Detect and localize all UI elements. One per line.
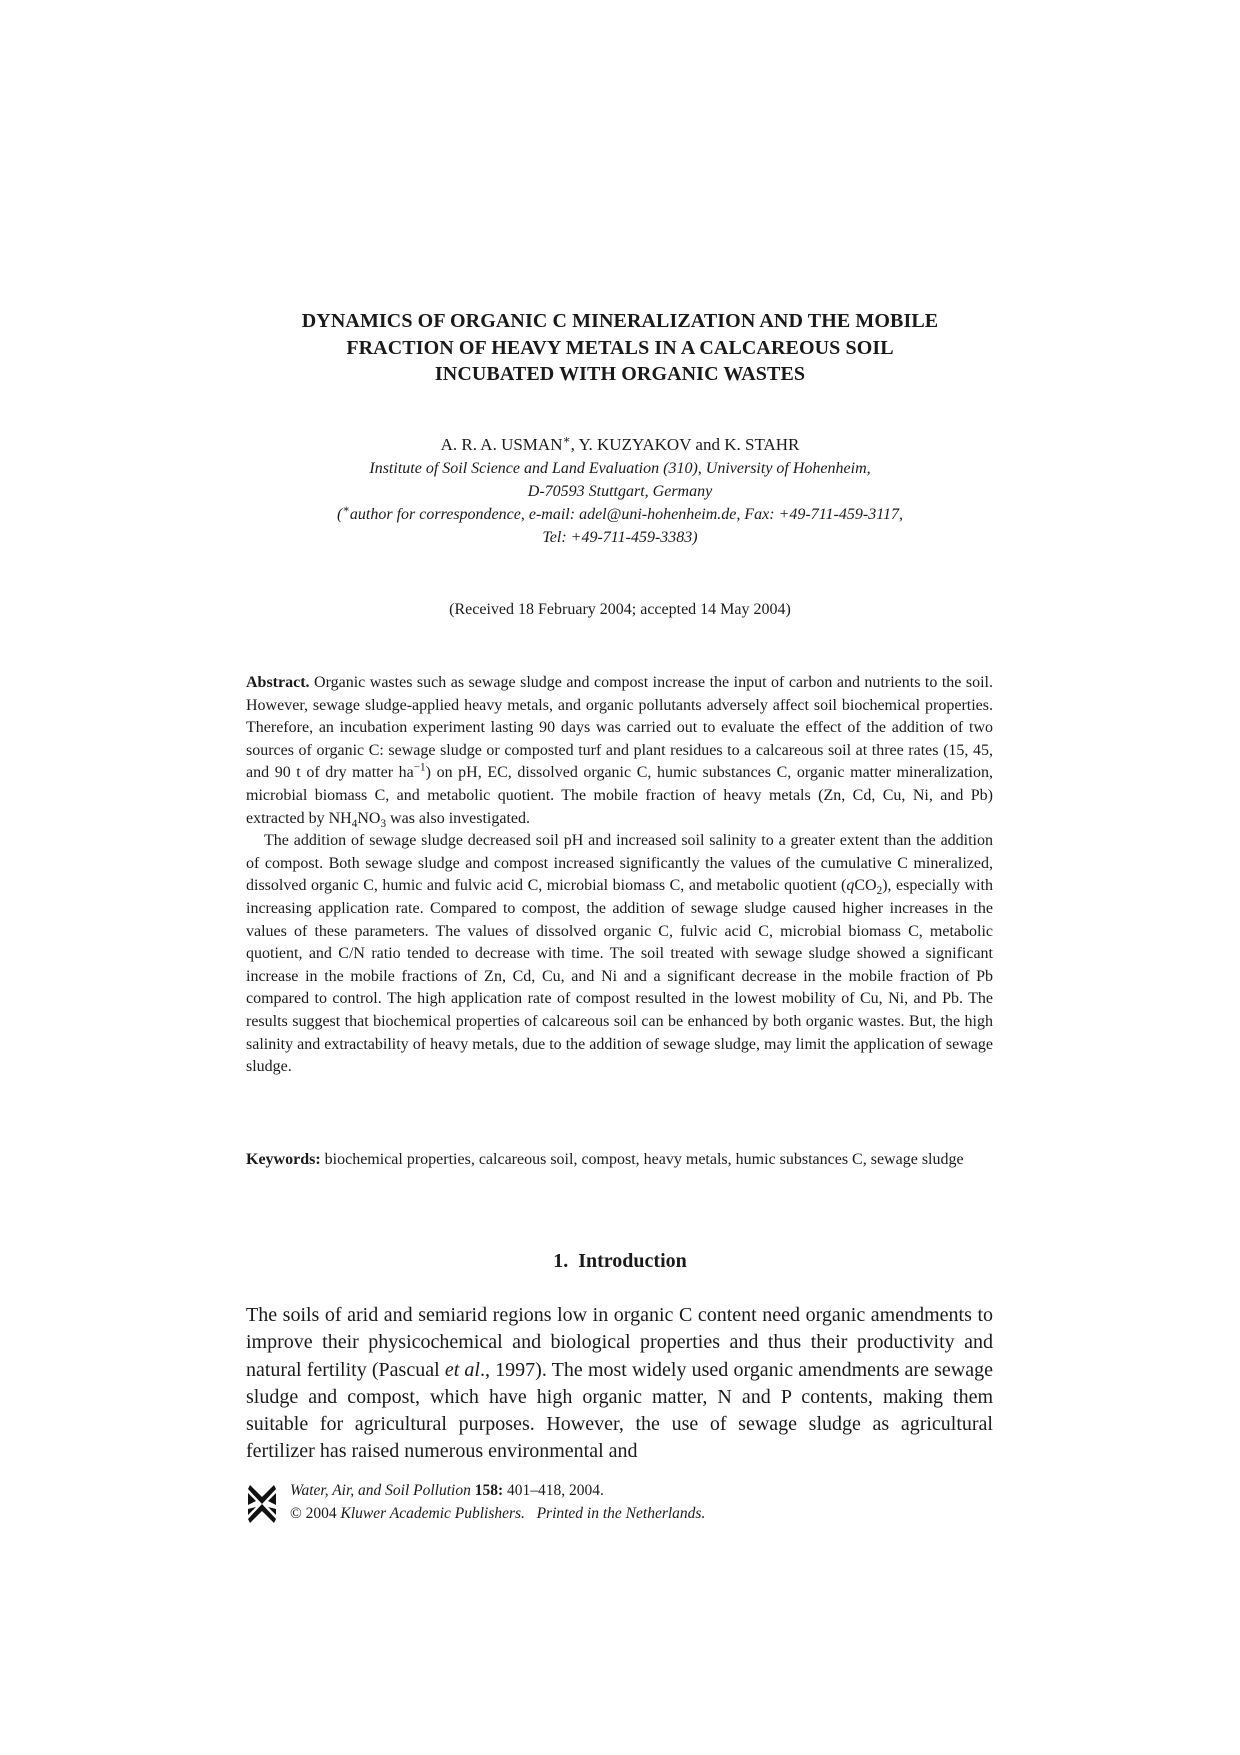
keywords <box>246 1149 993 1172</box>
abstract-superscript: −1 <box>413 762 426 775</box>
section-heading-introduction <box>240 1250 1000 1273</box>
intro-text-a: The soils of arid and semiarid regions low in organic C content need organic amendments to improve their physicochemical and biological properties and thus their productivity and natural fertility (Pascual <box>246 1304 993 1381</box>
abstract-subscript-3: 2 <box>876 885 883 898</box>
author-others: , Y. KUZYAKOV and K. STAHR <box>570 435 800 454</box>
intro-et-al: et al <box>444 1358 480 1381</box>
title-line-1: DYNAMICS OF ORGANIC C MINERALIZATION AND THE MOBILE <box>301 310 939 332</box>
abstract-subscript-2: 3 <box>380 817 387 830</box>
abstract-text-2a: The addition of sewage sludge decreased soil pH and increased soil salinity to a greater extent than the addition of compost. Both sewage sludge and compost increased significantly the values of the cumulative C mineralized, dissolved organic C, humic and fulvic acid C, microbial biomass C, and metabolic quotient ( <box>246 832 993 895</box>
paren-open: ( <box>336 506 343 523</box>
abstract-paragraph-1 <box>246 672 993 830</box>
section-title: Introduction <box>578 1250 687 1272</box>
abstract-paragraph-2 <box>246 830 993 1079</box>
intro-text-b: ., 1997). The most widely used organic amendments are sewage sludge and compost, which have high organic matter, N and P contents, making them suitable for agricultural purposes. However, the use of sewage sludge as agricultural fertilizer has raised numerous environmental and <box>246 1358 993 1463</box>
author-usman: A. R. A. USMAN <box>440 435 563 454</box>
journal-name: Water, Air, and Soil Pollution <box>290 1482 471 1499</box>
printed-location: Printed in the Netherlands. <box>536 1505 706 1522</box>
abstract-text-2b: CO <box>854 877 877 895</box>
author-list <box>240 434 1000 456</box>
affiliation-line-2: D-70593 Stuttgart, Germany <box>527 483 713 500</box>
publisher-name: Kluwer Academic Publishers. <box>340 1505 525 1522</box>
abstract-text-1d: was also investigated. <box>386 809 530 827</box>
abstract-text-1b: ) on pH, EC, dissolved organic C, humic substances C, organic matter mineralization, microbial biomass C, and metabolic quotient. The mobile fraction of heavy metals (Zn, Cd, Cu, Ni, and Pb) extracted by NH <box>246 764 994 827</box>
affiliation <box>240 457 1000 549</box>
title-line-3: INCUBATED WITH ORGANIC WASTES <box>434 363 806 385</box>
abstract <box>246 672 993 1079</box>
footer-lines <box>290 1479 940 1525</box>
affiliation-line-4: Tel: +49-711-459-3383) <box>542 529 698 546</box>
paper-title <box>240 308 1000 388</box>
affiliation-line-3 <box>240 503 1000 526</box>
journal-pages: 401–418, 2004. <box>503 1482 604 1499</box>
abstract-text-1a: Organic wastes such as sewage sludge and compost increase the input of carbon and nutrients to the soil. However, sewage sludge-applied heavy metals, and organic pollutants adversely affect soil biochemical properties. Therefore, an incubation experiment lasting 90 days was carried out to evaluate the effect of the addition of two sources of organic C: sewage sludge or composted turf and plant residues to a calcareous soil at three rates (15, 45, and 90 t of dry matter ha <box>246 674 993 782</box>
corresponding-star: ∗ <box>562 432 571 447</box>
abstract-italic-q: q <box>846 877 855 895</box>
keywords-label: Keywords: <box>246 1151 321 1168</box>
citation-line <box>290 1479 940 1502</box>
introduction-body <box>246 1302 993 1466</box>
copyright-line <box>290 1502 940 1525</box>
abstract-text-2c: ), especially with increasing application rate. Compared to compost, the addition of sewage sludge caused higher increases in the values of these parameters. The values of dissolved organic C, fulvic acid C, microbial biomass C, metabolic quotient, and C/N ratio tended to decrease with time. The soil treated with sewage sludge showed a significant increase in the mobile fractions of Zn, Cd, Cu, and Ni and a significant decrease in the mobile fraction of Pb compared to control. The high application rate of compost resulted in the lowest mobility of Cu, Ni, and Pb. The results suggest that biochemical properties of calcareous soil can be enhanced by both organic wastes. But, the high salinity and extractability of heavy metals, due to the addition of sewage sludge, may limit the application of sewage sludge. <box>246 877 993 1076</box>
affiliation-star: ∗ <box>342 503 350 516</box>
affiliation-line-1: Institute of Soil Science and Land Evaluation (310), University of Hohenheim, <box>369 460 871 477</box>
introduction-paragraph <box>246 1302 993 1466</box>
section-number: 1. <box>553 1250 569 1272</box>
publisher-logo-icon <box>246 1483 278 1525</box>
abstract-text-1c: NO <box>357 809 381 827</box>
copyright-year: © 2004 <box>290 1505 337 1522</box>
abstract-subscript-1: 4 <box>351 817 358 830</box>
keywords-text: biochemical properties, calcareous soil, compost, heavy metals, humic substances C, sewage sludge <box>320 1151 964 1168</box>
journal-volume: 158: <box>474 1482 504 1499</box>
correspondence-contact: author for correspondence, e-mail: adel@uni-hohenheim.de, Fax: +49-711-459-3117, <box>349 506 904 523</box>
abstract-label: Abstract. <box>246 674 310 691</box>
received-dates: (Received 18 February 2004; accepted 14 May 2004) <box>449 601 791 618</box>
title-line-2: FRACTION OF HEAVY METALS IN A CALCAREOUS SOIL <box>346 336 894 359</box>
